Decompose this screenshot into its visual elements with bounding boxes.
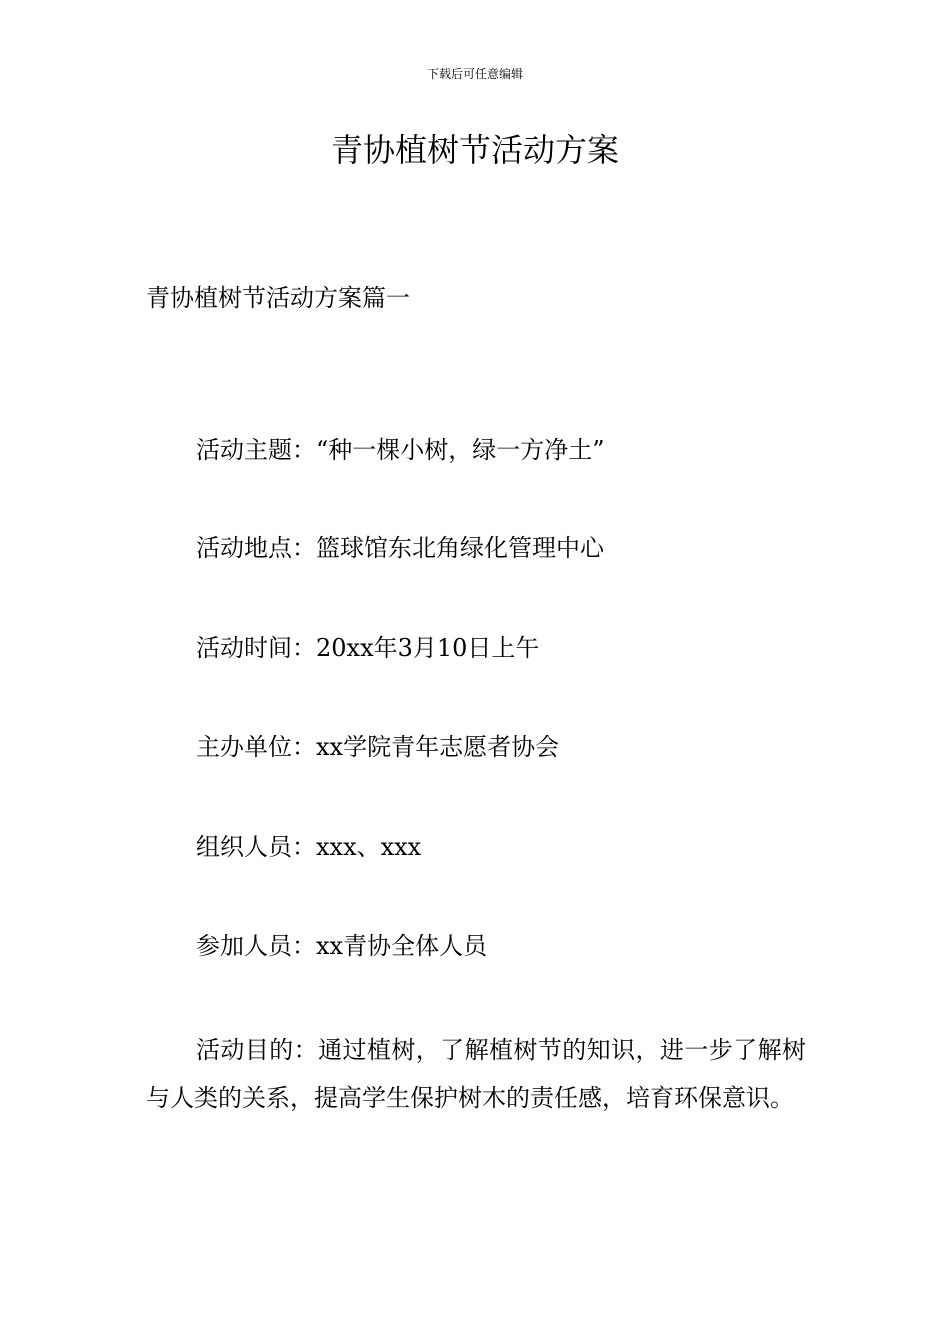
organizing-staff: 组织人员：xxx、xxx: [196, 833, 422, 861]
activity-purpose: 活动目的：通过植树，了解植树节的知识，进一步了解树与人类的关系，提高学生保护树木的责任感，培育环保意识。: [146, 1036, 806, 1112]
activity-time: 活动时间：20xx年3月10日上午: [196, 634, 540, 662]
activity-theme: 活动主题：“种一棵小树，绿一方净土”: [196, 436, 605, 464]
page-header-note: 下载后可任意编辑: [426, 67, 523, 81]
participants: 参加人员：xx青协全体人员: [196, 932, 488, 960]
document-title: 青协植树节活动方案: [330, 131, 619, 169]
section-heading: 青协植树节活动方案篇一: [146, 284, 410, 312]
activity-location: 活动地点：篮球馆东北角绿化管理中心: [196, 534, 604, 562]
organizer: 主办单位：xx学院青年志愿者协会: [196, 733, 560, 761]
